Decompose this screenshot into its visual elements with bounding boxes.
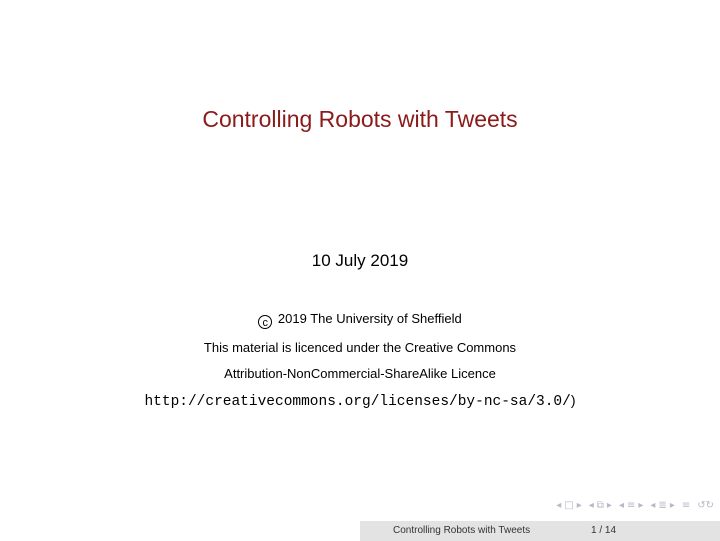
nav-right-arrow-icon: ▸	[638, 500, 644, 511]
licence-url-link[interactable]: http://creativecommons.org/licenses/by-nc-sa/3.0/	[144, 394, 571, 410]
nav-section-icon: ≡	[626, 500, 636, 511]
footer-title: Controlling Robots with Tweets	[393, 525, 531, 536]
nav-section-group[interactable]	[619, 500, 643, 512]
licence-url-close: )	[570, 392, 576, 408]
licence-line-2: Attribution-NonCommercial-ShareAlike Licence	[224, 366, 496, 381]
nav-first-group[interactable]	[556, 500, 582, 512]
beamer-navigation-bar	[556, 499, 714, 513]
nav-left-arrow-icon: ◂	[618, 500, 624, 511]
nav-right-arrow-icon: ▸	[669, 500, 675, 511]
nav-left-arrow-icon: ◂	[556, 500, 562, 511]
slide-date: 10 July 2019	[311, 251, 409, 270]
nav-right-arrow-icon: ▸	[606, 500, 612, 511]
footer-right	[360, 521, 720, 541]
footer	[0, 521, 720, 541]
copyright-icon: c	[258, 315, 272, 329]
copyright-line	[0, 310, 720, 329]
licence-url-line	[0, 390, 720, 412]
footer-page-number: 1 / 14	[591, 525, 617, 536]
slide-title: Controlling Robots with Tweets	[202, 106, 518, 132]
nav-subsection-group[interactable]	[650, 500, 674, 512]
nav-left-arrow-icon: ◂	[588, 500, 594, 511]
nav-first-icon: □	[564, 500, 574, 511]
nav-right-arrow-icon: ▸	[576, 500, 582, 511]
nav-frame-group[interactable]	[589, 500, 612, 512]
nav-align-icon[interactable]: ≡	[681, 500, 691, 511]
nav-frame-icon: ⧉	[596, 500, 604, 511]
licence-line-1: This material is licenced under the Creative Commons	[203, 340, 517, 355]
nav-left-arrow-icon: ◂	[650, 500, 656, 511]
nav-search-icon[interactable]: ↺↻	[697, 500, 714, 511]
nav-subsection-icon: ≣	[658, 500, 667, 511]
copyright-text: 2019 The University of Sheffield	[277, 311, 462, 326]
footer-left	[0, 521, 360, 541]
